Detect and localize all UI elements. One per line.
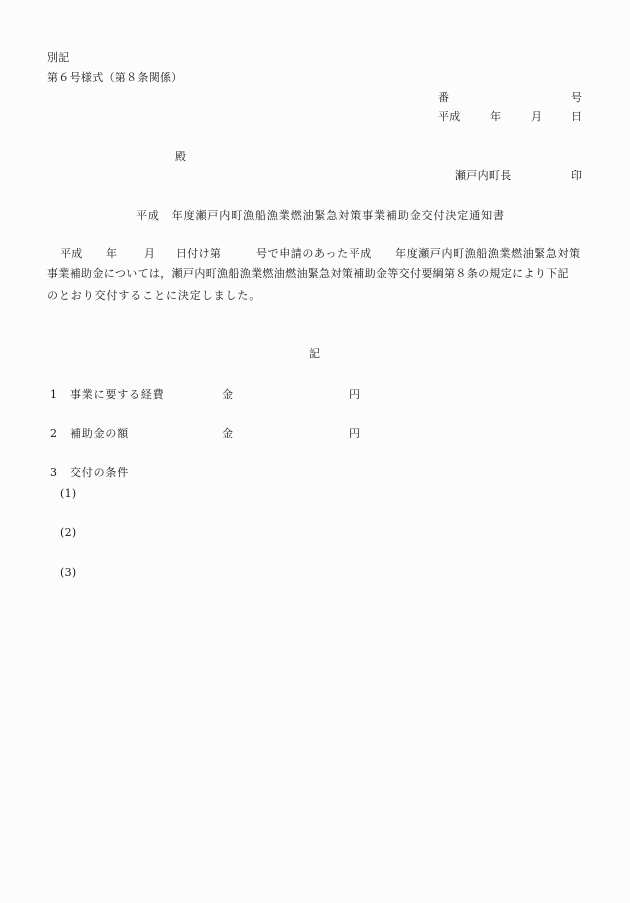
conditions-number: 3 xyxy=(50,466,58,479)
conditions-label: 交付の条件 xyxy=(70,466,129,479)
body-month: 月 xyxy=(144,247,156,260)
item-1-currency-prefix: 金 xyxy=(222,388,234,401)
document-title: 平成 年度瀬戸内町漁船漁業燃油緊急対策事業補助金交付決定通知書 xyxy=(136,209,505,222)
body-line1-rest: 号で申請のあった平成 年度瀬戸内町漁船漁業燃油緊急対策 xyxy=(256,247,581,260)
date-day: 日 xyxy=(571,110,583,123)
condition-subitem-2: (2) xyxy=(60,526,77,539)
date-year: 年 xyxy=(490,110,502,123)
body-line3: のとおり交付することに決定しました。 xyxy=(47,289,262,302)
reference-number-suffix: 号 xyxy=(571,91,583,104)
body-era: 平成 xyxy=(60,247,83,260)
date-month: 月 xyxy=(531,110,543,123)
condition-subitem-3: (3) xyxy=(60,566,77,579)
item-2-label: 補助金の額 xyxy=(70,427,129,440)
item-2-currency-suffix: 円 xyxy=(349,427,361,440)
item-2-currency-prefix: 金 xyxy=(222,427,234,440)
condition-subitem-1: (1) xyxy=(60,487,77,500)
body-year: 年 xyxy=(106,247,118,260)
body-line2: 事業補助金については，瀬戸内町漁船漁業燃油燃油緊急対策補助金等交付要綱第８条の規定により下記 xyxy=(47,267,569,280)
addressee-honorific: 殿 xyxy=(175,150,187,163)
annex-label: 別記 xyxy=(47,51,70,64)
item-1-label: 事業に要する経費 xyxy=(70,388,165,401)
body-day-dated-no: 日付け第 xyxy=(176,247,222,260)
item-2-number: 2 xyxy=(50,427,58,440)
date-era: 平成 xyxy=(438,110,461,123)
issuer-seal: 印 xyxy=(571,169,583,182)
issuer-title: 瀬戸内町長 xyxy=(455,169,512,182)
item-1-number: 1 xyxy=(50,388,58,401)
form-label: 第６号様式（第８条関係） xyxy=(47,71,183,84)
section-heading: 記 xyxy=(309,347,321,360)
reference-number-prefix: 番 xyxy=(438,91,450,104)
item-1-currency-suffix: 円 xyxy=(349,388,361,401)
